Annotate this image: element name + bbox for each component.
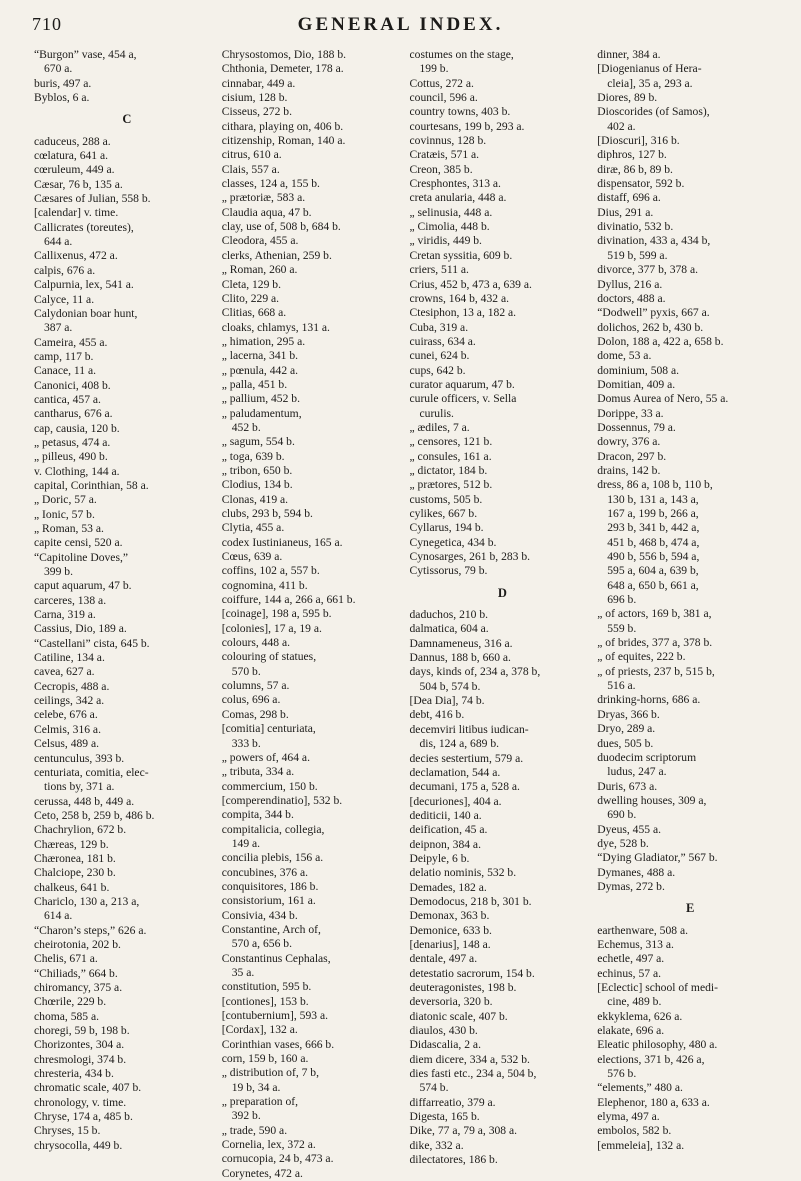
- index-entry: courtesans, 199 b, 293 a.: [409, 119, 525, 133]
- index-entry: decies sestertium, 579 a.: [409, 751, 524, 765]
- index-entry: „ dictator, 184 b.: [409, 463, 488, 477]
- index-entry: dediticii, 140 a.: [409, 808, 482, 822]
- index-entry: „ paludamentum, 452 b.: [221, 406, 302, 434]
- index-entry: Canace, 11 a.: [34, 364, 97, 378]
- index-entry: Elephenor, 180 a, 633 a.: [597, 1095, 710, 1109]
- index-entry: Cassius, Dio, 189 a.: [34, 622, 127, 636]
- index-entry: „ Roman, 53 a.: [34, 522, 104, 535]
- page-title: GENERAL INDEX.: [297, 14, 504, 35]
- index-entry: distaff, 696 a.: [597, 191, 661, 205]
- index-entry: conquisitores, 186 b.: [221, 879, 319, 893]
- index-entry: Chryses, 15 b.: [34, 1124, 101, 1138]
- index-entry: Callicrates (toreutes), 644 a.: [34, 220, 134, 249]
- index-entry: Creon, 385 b.: [409, 162, 473, 176]
- index-entry: „ prætores, 512 b.: [409, 478, 493, 492]
- index-entry: dwelling houses, 309 a, 690 b.: [597, 793, 707, 822]
- index-entry: [Diogenianus of Hera- cleia], 35 a, 293 a.: [597, 62, 702, 90]
- index-entry: “Chiliads,” 664 b.: [34, 966, 118, 980]
- index-entry: [Eclectic] school of medi- cine, 489 b.: [597, 981, 718, 1009]
- index-entry: Diores, 89 b.: [597, 91, 658, 105]
- index-entry: cognomina, 411 b.: [221, 578, 308, 592]
- index-entry: [contubernium], 593 a.: [221, 1009, 328, 1023]
- index-entry: Chelis, 671 a.: [34, 952, 98, 966]
- index-entry: „ of actors, 169 b, 381 a, 559 b.: [597, 607, 712, 635]
- index-entry: cornucopia, 24 b, 473 a.: [221, 1152, 334, 1166]
- section-letter: D: [497, 585, 507, 600]
- index-entry: cithara, playing on, 406 b.: [221, 119, 344, 133]
- index-entry: daduchos, 210 b.: [409, 608, 489, 622]
- index-entry: caduceus, 288 a.: [34, 134, 111, 148]
- index-entry: Dolon, 188 a, 422 a, 658 b.: [597, 334, 724, 348]
- index-entry: Constantinus Cephalas, 35 a.: [221, 951, 331, 979]
- index-entry: dolichos, 262 b, 430 b.: [597, 320, 704, 334]
- index-entry: declamation, 544 a.: [409, 765, 501, 779]
- index-entry: cups, 642 b.: [409, 363, 466, 377]
- index-entry: embolos, 582 b.: [597, 1124, 672, 1138]
- index-entry: Cleta, 129 b.: [221, 277, 281, 291]
- index-entry: v. Clothing, 144 a.: [34, 464, 120, 478]
- index-entry: Cottus, 272 a.: [409, 76, 474, 90]
- index-entry: diffarreatio, 379 a.: [409, 1095, 496, 1109]
- index-entry: cloaks, chlamys, 131 a.: [221, 320, 330, 334]
- index-entry: creta anularia, 448 a.: [409, 191, 507, 205]
- index-entry: dilectatores, 186 b.: [409, 1153, 498, 1167]
- index-entry: „ of equites, 222 b.: [597, 650, 686, 664]
- index-entry: Cytissorus, 79 b.: [409, 564, 488, 578]
- index-entry: caput aquarum, 47 b.: [34, 579, 132, 593]
- index-entry: deipnon, 384 a.: [409, 837, 481, 851]
- index-entry: coiffure, 144 a, 266 a, 661 b.: [221, 593, 356, 607]
- index-entry: capite censi, 520 a.: [34, 536, 123, 550]
- index-entry: doctors, 488 a.: [597, 291, 666, 305]
- index-entry: Chthonia, Demeter, 178 a.: [221, 62, 344, 76]
- index-entry: Comas, 298 b.: [221, 707, 289, 721]
- index-entry: decumani, 175 a, 528 a.: [409, 780, 520, 794]
- index-entry: cunei, 624 b.: [409, 349, 470, 363]
- index-entry: carceres, 138 a.: [34, 593, 107, 607]
- index-columns: [34, 48, 785, 1180]
- index-entry: Clodius, 134 b.: [221, 478, 293, 492]
- index-entry: Calydonian boar hunt, 387 a.: [34, 306, 138, 335]
- index-entry: cantica, 457 a.: [34, 392, 101, 406]
- index-entry: Carna, 319 a.: [34, 608, 96, 622]
- index-entry: echinus, 57 a.: [597, 966, 661, 980]
- page-header: [30, 10, 771, 40]
- index-entry: „ tribon, 650 b.: [221, 463, 293, 477]
- index-entry: „ powers of, 464 a.: [221, 750, 310, 764]
- index-entry: dowry, 376 a.: [597, 435, 661, 449]
- index-entry: Domus Aurea of Nero, 55 a.: [597, 392, 729, 406]
- index-entry: „ Doric, 57 a.: [34, 493, 97, 507]
- index-entry: columns, 57 a.: [221, 679, 290, 693]
- index-entry: Clais, 557 a.: [221, 162, 280, 176]
- index-entry: decemviri litibus iudican- dis, 124 a, 689 b.: [409, 722, 529, 751]
- index-entry: „ Roman, 260 a.: [221, 263, 298, 277]
- index-entry: ekkyklema, 626 a.: [597, 1009, 683, 1023]
- index-entry: Cœus, 639 a.: [221, 550, 283, 564]
- index-entry: curator aquarum, 47 b.: [409, 377, 515, 391]
- index-entry: ceilings, 342 a.: [34, 694, 105, 708]
- index-entry: concilia plebis, 156 a.: [221, 851, 324, 865]
- index-entry: drains, 142 b.: [597, 463, 661, 477]
- index-entry: celebe, 676 a.: [34, 708, 98, 722]
- index-entry: Cretan syssitia, 609 b.: [409, 248, 513, 262]
- index-entry: [Dea Dia], 74 b.: [409, 694, 485, 708]
- index-entry: Canonici, 408 b.: [34, 378, 111, 392]
- index-entry: Catiline, 134 a.: [34, 651, 105, 665]
- index-entry: Chalciope, 230 b.: [34, 866, 116, 880]
- index-entry: „ of priests, 237 b, 515 b, 516 a.: [597, 664, 715, 693]
- index-entry: „ Cimolia, 448 b.: [409, 220, 490, 234]
- index-entry: Clitias, 668 a.: [221, 306, 287, 320]
- index-entry: „ tributa, 334 a.: [221, 765, 295, 779]
- index-entry: citizenship, Roman, 140 a.: [221, 134, 346, 148]
- index-entry: Chryse, 174 a, 485 b.: [34, 1110, 133, 1124]
- index-entry: Dyllus, 216 a.: [597, 277, 663, 291]
- index-entry: Corynetes, 472 a.: [221, 1166, 303, 1180]
- index-entry: dinner, 384 a.: [597, 48, 661, 61]
- index-entry: Dyeus, 455 a.: [597, 822, 662, 836]
- index-entry: Chœrile, 229 b.: [34, 995, 107, 1009]
- index-entry: colouring of statues, 570 b.: [221, 650, 317, 678]
- index-entry: drinking-horns, 686 a.: [597, 693, 701, 707]
- index-entry: cinnabar, 449 a.: [221, 76, 296, 90]
- index-entry: „ himation, 295 a.: [221, 334, 306, 348]
- index-entry: „ selinusia, 448 a.: [409, 205, 493, 219]
- index-entry: curule officers, v. Sella curulis.: [409, 392, 517, 420]
- index-entry: Demodocus, 218 b, 301 b.: [409, 894, 532, 908]
- index-entry: elakate, 696 a.: [597, 1024, 665, 1038]
- index-entry: Chrysostomos, Dio, 188 b.: [221, 48, 347, 61]
- page-number: 710: [32, 14, 62, 34]
- index-entry: Domitian, 409 a.: [597, 377, 676, 391]
- index-entry: Ctesiphon, 13 a, 182 a.: [409, 306, 517, 320]
- index-entry: Celmis, 316 a.: [34, 722, 101, 736]
- index-entry: Cyllarus, 194 b.: [409, 521, 484, 535]
- index-entry: Damnameneus, 316 a.: [409, 636, 513, 650]
- index-entry: [colonies], 17 a, 19 a.: [221, 621, 322, 635]
- index-entry: „ ædiles, 7 a.: [409, 420, 470, 434]
- index-entry: „ preparation of, 392 b.: [221, 1095, 299, 1123]
- index-entry: Calpurnia, lex, 541 a.: [34, 278, 134, 292]
- index-entry: Corinthian vases, 666 b.: [221, 1037, 335, 1051]
- index-entry: „ trade, 590 a.: [221, 1123, 288, 1137]
- index-entry: Cratæis, 571 a.: [409, 148, 480, 162]
- index-entry: Chæreas, 129 b.: [34, 837, 109, 851]
- index-entry: Cornelia, lex, 372 a.: [221, 1138, 316, 1152]
- index-entry: divinatio, 532 b.: [597, 220, 674, 234]
- index-entry: detestatio sacrorum, 154 b.: [409, 966, 535, 980]
- index-entry: clay, use of, 508 b, 684 b.: [221, 220, 341, 234]
- index-entry: chrysocolla, 449 b.: [34, 1138, 123, 1152]
- index-entry: [decuriones], 404 a.: [409, 794, 502, 808]
- index-entry: Chariclo, 130 a, 213 a, 614 a.: [34, 894, 140, 923]
- index-entry: Cæsar, 76 b, 135 a.: [34, 177, 123, 191]
- index-entry: Celsus, 489 a.: [34, 737, 100, 751]
- index-entry: divorce, 377 b, 378 a.: [597, 263, 699, 277]
- section-letter: E: [685, 901, 695, 916]
- index-entry: Didascalia, 2 a.: [409, 1038, 481, 1052]
- index-entry: Claudia aqua, 47 b.: [221, 205, 312, 219]
- index-entry: „ viridis, 449 b.: [409, 234, 482, 248]
- index-entry: dye, 528 b.: [597, 836, 649, 850]
- index-column: [597, 48, 785, 1168]
- index-entry: dalmatica, 604 a.: [409, 622, 489, 636]
- index-entry: deuteragonistes, 198 b.: [409, 981, 517, 994]
- index-entry: codex Iustinianeus, 165 a.: [221, 535, 343, 549]
- index-entry: Dike, 77 a, 79 a, 308 a.: [409, 1124, 518, 1138]
- index-entry: Clito, 229 a.: [221, 291, 280, 305]
- index-entry: Dracon, 297 b.: [597, 449, 667, 463]
- index-entry: Cleodora, 455 a.: [221, 234, 299, 248]
- index-entry: cœlatura, 641 a.: [34, 149, 109, 163]
- index-entry: chalkeus, 641 b.: [34, 880, 110, 894]
- index-entry: elections, 371 b, 426 a, 576 b.: [597, 1052, 705, 1081]
- index-entry: „ petasus, 474 a.: [34, 435, 111, 449]
- index-entry: Cuba, 319 a.: [409, 320, 469, 334]
- index-entry: dies fasti etc., 234 a, 504 b, 574 b.: [409, 1067, 537, 1095]
- index-entry: echetle, 497 a.: [597, 952, 665, 966]
- index-entry: [comperendinatio], 532 b.: [221, 793, 343, 807]
- index-entry: chiromancy, 375 a.: [34, 981, 123, 994]
- index-entry: “Dying Gladiator,” 567 b.: [597, 851, 718, 865]
- index-entry: criers, 511 a.: [409, 263, 469, 277]
- index-entry: deversoria, 320 b.: [409, 995, 493, 1009]
- index-entry: compitalicia, collegia, 149 a.: [221, 822, 325, 850]
- index-entry: classes, 124 a, 155 b.: [221, 177, 320, 191]
- index-entry: delatio nominis, 532 b.: [409, 866, 517, 880]
- index-entry: duodecim scriptorum ludus, 247 a.: [597, 750, 697, 779]
- index-entry: „ Ionic, 57 b.: [34, 507, 95, 521]
- index-entry: Dymanes, 488 a.: [597, 865, 676, 879]
- index-column: [410, 48, 598, 1168]
- index-entry: „ of brides, 377 a, 378 b.: [597, 636, 713, 650]
- index-entry: „ palla, 451 b.: [221, 377, 288, 391]
- index-entry: compita, 344 b.: [221, 808, 294, 822]
- index-entry: [contiones], 153 b.: [221, 994, 309, 1008]
- index-entry: Dossennus, 79 a.: [597, 420, 676, 434]
- index-entry: Dymas, 272 b.: [597, 879, 665, 893]
- index-entry: Duris, 673 a.: [597, 779, 658, 793]
- index-entry: dues, 505 b.: [597, 736, 654, 750]
- index-entry: [comitia] centuriata, 333 b.: [221, 722, 316, 750]
- index-entry: dentale, 497 a.: [409, 952, 478, 966]
- index-entry: crowns, 164 b, 432 a.: [409, 291, 509, 305]
- index-entry: Echemus, 313 a.: [597, 937, 674, 951]
- index-entry: diatonic scale, 407 b.: [409, 1009, 508, 1023]
- section-letter: C: [122, 112, 132, 127]
- index-entry: cap, causia, 120 b.: [34, 421, 120, 435]
- index-entry: centuriata, comitia, elec- tions by, 371 a.: [34, 765, 149, 794]
- index-entry: cerussa, 448 b, 449 a.: [34, 794, 135, 808]
- index-entry: „ consules, 161 a.: [409, 449, 492, 463]
- index-entry: chresteria, 434 b.: [34, 1067, 114, 1081]
- index-entry: Clytia, 455 a.: [221, 521, 285, 535]
- index-entry: [denarius], 148 a.: [409, 937, 491, 951]
- index-entry: choma, 585 a.: [34, 1009, 100, 1023]
- index-entry: coffins, 102 a, 557 b.: [221, 564, 320, 578]
- index-entry: [calendar] v. time.: [34, 206, 119, 220]
- index-entry: capital, Corinthian, 58 a.: [34, 478, 149, 492]
- index-entry: Demonax, 363 b.: [409, 909, 490, 923]
- index-entry: Cynegetica, 434 b.: [409, 535, 497, 549]
- index-entry: Calyce, 11 a.: [34, 292, 95, 306]
- index-entry: choregi, 59 b, 198 b.: [34, 1024, 130, 1038]
- index-entry: „ pœnula, 442 a.: [221, 363, 299, 377]
- index-entry: “Capitoline Doves,” 399 b.: [34, 550, 129, 579]
- index-entry: covinnus, 128 b.: [409, 134, 487, 148]
- index-entry: calpis, 676 a.: [34, 263, 96, 277]
- index-entry: Demonice, 633 b.: [409, 923, 492, 937]
- index-entry: Cecropis, 488 a.: [34, 679, 110, 693]
- index-entry: dress, 86 a, 108 b, 110 b, 130 b, 131 a, 143 a, 167 a, 199 b, 266 a, 293 b, 341 b, 442 a, 451 b, 468 b, 474 a, 490 b, 556 b, 594 a, 595 a, 604 a, 639 b, 648 a, 650 b, 661 a, 696 b.: [597, 478, 713, 607]
- index-entry: chromatic scale, 407 b.: [34, 1081, 142, 1095]
- index-entry: costumes on the stage, 199 b.: [409, 48, 514, 76]
- index-entry: Chorizontes, 304 a.: [34, 1038, 125, 1052]
- index-entry: „ pilleus, 490 b.: [34, 450, 108, 464]
- index-entry: cheirotonia, 202 b.: [34, 937, 121, 951]
- index-entry: Dioscorides (of Samos), 402 a.: [597, 105, 710, 133]
- index-entry: commercium, 150 b.: [221, 779, 318, 793]
- index-entry: country towns, 403 b.: [409, 105, 511, 119]
- index-entry: citrus, 610 a.: [221, 148, 282, 162]
- index-entry: “Burgon” vase, 454 a, 670 a.: [34, 48, 137, 76]
- index-entry: divination, 433 a, 434 b, 519 b, 599 a.: [597, 234, 711, 262]
- index-entry: Chachrylion, 672 b.: [34, 823, 127, 837]
- index-entry: “Dodwell” pyxis, 667 a.: [597, 306, 710, 320]
- index-entry: dominium, 508 a.: [597, 363, 680, 377]
- index-entry: „ lacerna, 341 b.: [221, 349, 299, 363]
- index-entry: Clonas, 419 a.: [221, 492, 289, 506]
- index-entry: Dannus, 188 b, 660 a.: [409, 651, 511, 665]
- index-entry: [coinage], 198 a, 595 b.: [221, 607, 332, 621]
- index-entry: colours, 448 a.: [221, 636, 291, 650]
- index-entry: council, 596 a.: [409, 91, 478, 105]
- index-entry: [Cordax], 132 a.: [221, 1023, 298, 1037]
- index-entry: chresmologi, 374 b.: [34, 1052, 127, 1066]
- index-entry: Cresphontes, 313 a.: [409, 177, 501, 191]
- index-entry: [emmeleia], 132 a.: [597, 1138, 685, 1152]
- index-entry: dispensator, 592 b.: [597, 177, 685, 191]
- index-entry: Dorippe, 33 a.: [597, 406, 664, 420]
- index-entry: Cæsares of Julian, 558 b.: [34, 192, 151, 206]
- index-entry: concubines, 376 a.: [221, 865, 309, 879]
- index-entry: centunculus, 393 b.: [34, 751, 125, 765]
- index-entry: Dryo, 289 a.: [597, 722, 656, 736]
- index-entry: cœruleum, 449 a.: [34, 163, 115, 177]
- index-entry: dike, 332 a.: [409, 1138, 464, 1152]
- index-column: [34, 48, 222, 1168]
- index-entry: Digesta, 165 b.: [409, 1110, 480, 1124]
- index-entry: cuirass, 634 a.: [409, 334, 476, 348]
- index-entry: diem dicere, 334 a, 532 b.: [409, 1052, 530, 1066]
- index-entry: constitution, 595 b.: [221, 980, 312, 994]
- index-entry: corn, 159 b, 160 a.: [221, 1052, 309, 1066]
- index-entry: Cynosarges, 261 b, 283 b.: [409, 550, 531, 564]
- index-entry: colus, 696 a.: [221, 693, 281, 707]
- index-entry: chronology, v. time.: [34, 1095, 127, 1109]
- index-entry: “elements,” 480 a.: [597, 1081, 683, 1095]
- index-entry: Constantine, Arch of, 570 a, 656 b.: [221, 922, 321, 951]
- index-entry: Byblos, 6 a.: [34, 91, 90, 105]
- index-entry: „ censores, 121 b.: [409, 435, 493, 449]
- index-column: [221, 48, 410, 1180]
- index-entry: cavea, 627 a.: [34, 665, 95, 679]
- index-entry: Dryas, 366 b.: [597, 707, 660, 721]
- index-entry: earthenware, 508 a.: [597, 923, 689, 937]
- index-entry: “Charon’s steps,” 626 a.: [34, 923, 147, 937]
- index-entry: Chæronea, 181 b.: [34, 851, 116, 865]
- index-entry: „ prætoriæ, 583 a.: [221, 191, 306, 205]
- index-entry: dome, 53 a.: [597, 349, 652, 363]
- index-entry: diaulos, 430 b.: [409, 1024, 478, 1038]
- index-entry: Deipyle, 6 b.: [409, 851, 470, 865]
- index-entry: consistorium, 161 a.: [221, 894, 316, 908]
- index-entry: Eleatic philosophy, 480 a.: [597, 1038, 718, 1052]
- index-entry: clubs, 293 b, 594 b.: [221, 507, 313, 520]
- index-entry: days, kinds of, 234 a, 378 b, 504 b, 574 b.: [409, 665, 541, 693]
- index-entry: diræ, 86 b, 89 b.: [597, 162, 673, 176]
- index-entry: diphros, 127 b.: [597, 148, 667, 162]
- index-entry: „ pallium, 452 b.: [221, 392, 300, 406]
- index-entry: Cameira, 455 a.: [34, 335, 108, 349]
- index-entry: Cisseus, 272 b.: [221, 105, 292, 119]
- index-entry: „ sagum, 554 b.: [221, 435, 295, 449]
- index-entry: Consivia, 434 b.: [221, 908, 298, 922]
- index-entry: cantharus, 676 a.: [34, 407, 113, 421]
- index-entry: deification, 45 a.: [409, 823, 488, 837]
- index-entry: „ distribution of, 7 b, 19 b, 34 a.: [221, 1066, 320, 1094]
- index-entry: Demades, 182 a.: [409, 880, 487, 894]
- index-entry: „ toga, 639 b.: [221, 449, 285, 463]
- index-entry: camp, 117 b.: [34, 349, 94, 363]
- index-entry: cylikes, 667 b.: [409, 507, 478, 520]
- index-entry: clerks, Athenian, 259 b.: [221, 248, 332, 262]
- index-entry: [Dioscuri], 316 b.: [597, 134, 680, 148]
- index-entry: debt, 416 b.: [409, 708, 465, 722]
- index-entry: Dius, 291 a.: [597, 205, 654, 219]
- index-entry: Crius, 452 b, 473 a, 639 a.: [409, 277, 532, 291]
- index-entry: buris, 497 a.: [34, 76, 92, 90]
- index-entry: customs, 505 b.: [409, 492, 483, 506]
- index-entry: Ceto, 258 b, 259 b, 486 b.: [34, 808, 155, 822]
- index-entry: “Castellani” cista, 645 b.: [34, 636, 150, 650]
- index-entry: Callixenus, 472 a.: [34, 249, 118, 263]
- index-entry: cisium, 128 b.: [221, 91, 288, 105]
- index-entry: elyma, 497 a.: [597, 1110, 660, 1124]
